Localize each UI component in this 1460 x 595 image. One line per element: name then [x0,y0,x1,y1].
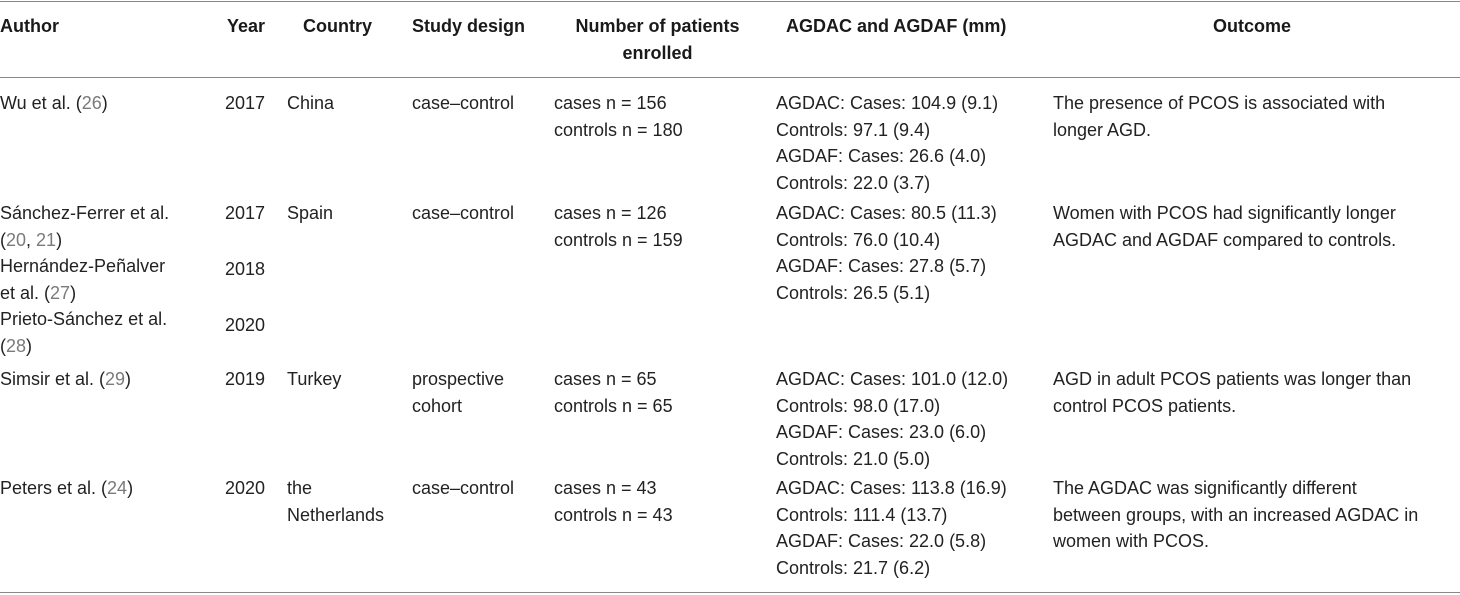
table-row-sanchez-year: 2017 [225,203,266,223]
table-row-wu-author: Wu et al. (26) [0,93,108,113]
header-outcome: Outcome [1213,16,1292,36]
table-row-prieto-year: 2020 [225,315,266,335]
table-top-rule [0,1,1460,2]
table-row-wu-design: case–control [412,93,515,113]
citation-link[interactable]: 26 [81,93,102,113]
citation-link[interactable]: 27 [50,282,71,303]
table-row-wu-year: 2017 [225,93,266,113]
header-patients-line1: Number of patients [575,16,740,36]
header-year: Year [227,16,266,36]
table-row-peters-author: Peters et al. (24) [0,478,134,498]
table-row-peters-country: the Netherlands [287,478,385,525]
table-row-simsir-year: 2019 [225,369,266,389]
citation-link[interactable]: 29 [105,369,126,389]
table-row-wu-agd: AGDAC: Cases: 104.9 (9.1) Controls: 97.1 (9.4) AGDAF: Cases: 26.6 (4.0) Controls: 22.0 (3.7) [776,93,999,193]
table-row-simsir-patients: cases n = 65 controls n = 65 [554,369,673,416]
citation-link[interactable]: 28 [6,335,27,356]
citation-link[interactable]: 24 [107,478,128,498]
table-row-peters-patients: cases n = 43 controls n = 43 [554,478,673,525]
table-row-simsir-outcome: AGD in adult PCOS patients was longer than control PCOS patients. [1053,369,1412,416]
header-study-design: Study design [412,16,526,36]
table-header-rule [0,77,1460,78]
table-row-peters-design: case–control [412,478,515,498]
table-row-wu-patients: cases n = 156 controls n = 180 [554,93,683,140]
table-row-spain-patients: cases n = 126 controls n = 159 [554,203,683,250]
header-patients [545,13,770,66]
header-author: Author [0,16,59,36]
table-row-peters-outcome: The AGDAC was significantly different between groups, with an increased AGDAC in women with PCOS. [1053,478,1419,551]
table-row-spain-agd: AGDAC: Cases: 80.5 (11.3) Controls: 76.0 (10.4) AGDAF: Cases: 27.8 (5.7) Controls: 26.5 (5.1) [776,203,997,303]
table-row-hernandez-year: 2018 [225,259,266,279]
table-row-spain-country: Spain [287,203,334,223]
table-row-wu-outcome: The presence of PCOS is associated with longer AGD. [1053,93,1386,140]
table-row-spain-design: case–control [412,203,515,223]
header-patients-line2: enrolled [622,42,693,63]
citation-link[interactable]: 21 [36,229,57,250]
table-row-peters-year: 2020 [225,478,266,498]
table-row-peters-agd: AGDAC: Cases: 113.8 (16.9) Controls: 111.4 (13.7) AGDAF: Cases: 22.0 (5.8) Controls: 21.7 (6.2) [776,478,1007,578]
header-country: Country [303,16,372,36]
table-row-simsir-author: Simsir et al. (29) [0,369,132,389]
table-row-sanchez-author: Sánchez-Ferrer et al. (20, 21) Hernández-Peñalver et al. (27) Prieto-Sánchez et al. (28) [0,203,170,356]
table-row-simsir-design: prospective cohort [412,369,505,416]
header-agd: AGDAC and AGDAF (mm) [786,16,1007,36]
table-row-wu-country: China [287,93,335,113]
table-row-spain-outcome: Women with PCOS had significantly longer AGDAC and AGDAF compared to controls. [1053,203,1397,250]
table-bottom-rule [0,592,1460,593]
table-row-simsir-agd: AGDAC: Cases: 101.0 (12.0) Controls: 98.0 (17.0) AGDAF: Cases: 23.0 (6.0) Controls: 21.0 (5.0) [776,369,1009,469]
citation-link[interactable]: 20 [6,229,27,250]
table-row-simsir-country: Turkey [287,369,342,389]
